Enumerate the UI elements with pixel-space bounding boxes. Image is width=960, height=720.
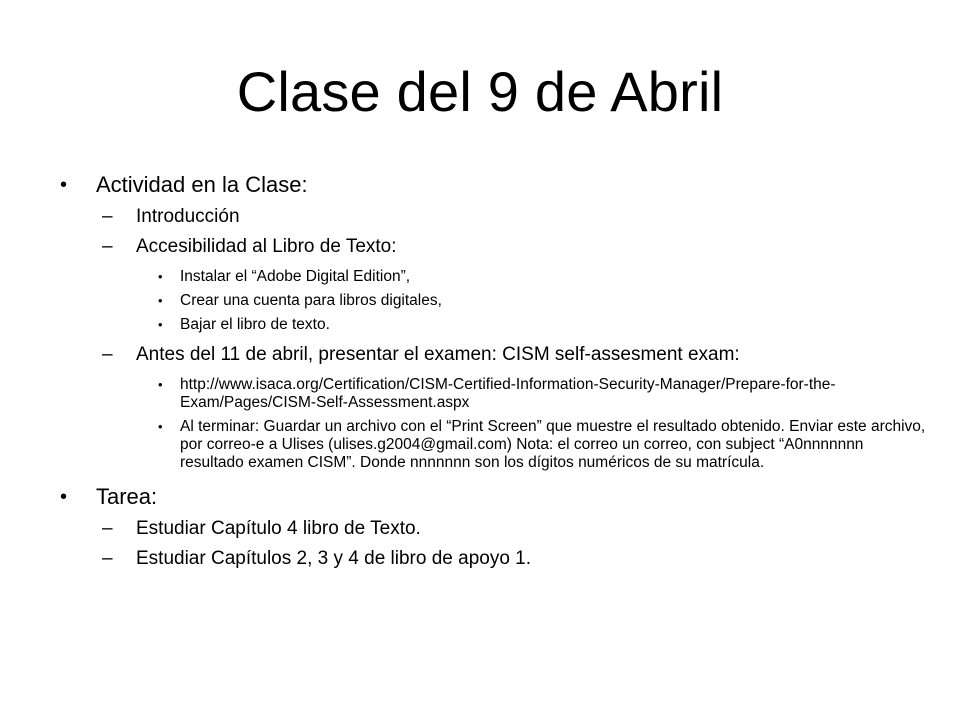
- dash-icon: –: [102, 518, 113, 539]
- dash-item-text: Accesibilidad al Libro de Texto:: [136, 236, 397, 257]
- dash-icon: –: [102, 236, 113, 257]
- dash-item-examen: [60, 340, 930, 370]
- bullet-icon: •: [158, 377, 163, 392]
- sub-bullet-url: [60, 376, 930, 412]
- bullet-icon: •: [60, 174, 68, 196]
- dash-icon: –: [102, 548, 113, 569]
- slide-content: [60, 168, 930, 574]
- bullet-icon: •: [158, 419, 163, 434]
- bullet-icon: •: [158, 317, 163, 332]
- bullet-text: Tarea:: [96, 484, 158, 509]
- dash-item-text: Estudiar Capítulo 4 libro de Texto.: [136, 518, 421, 539]
- bullet-icon: •: [60, 486, 68, 508]
- sub-bullet-bajar-libro: [60, 316, 930, 334]
- exam-link[interactable]: http://www.isaca.org/Certification/CISM-Certified-Information-Security-Manager/Prepare-for-the-Exam/Pages/CISM-Self-Assessment.aspx: [180, 376, 836, 411]
- sub-bullet-instalar: [60, 268, 930, 286]
- bullet-icon: •: [158, 293, 163, 308]
- dash-item-text: Antes del 11 de abril, presentar el examen: CISM self-assesment exam:: [136, 344, 740, 365]
- sub-bullet-text: Al terminar: Guardar un archivo con el “Print Screen” que muestre el resultado obtenido. Enviar este archivo, por correo-e a Ulises (ulises.g2004@gmail.com) Nota: el correo un correo, con subject “A0nnnnnnn resultado examen CISM”. Donde nnnnnnn son los dígitos numéricos de su matrícula.: [180, 418, 926, 471]
- sub-bullet-crear-cuenta: [60, 292, 930, 310]
- bullet-tarea: [60, 480, 930, 514]
- sub-bullet-text: Crear una cuenta para libros digitales,: [180, 292, 442, 309]
- dash-icon: –: [102, 206, 113, 227]
- sub-bullet-al-terminar: [60, 418, 930, 472]
- dash-item-text: Estudiar Capítulos 2, 3 y 4 de libro de apoyo 1.: [136, 548, 532, 569]
- dash-item-accesibilidad: [60, 232, 930, 262]
- bullet-icon: •: [158, 269, 163, 284]
- sub-bullet-text: Bajar el libro de texto.: [180, 316, 330, 333]
- slide-title: Clase del 9 de Abril: [236, 60, 724, 123]
- dash-icon: –: [102, 344, 113, 365]
- sub-bullet-text: Instalar el “Adobe Digital Edition”,: [180, 268, 411, 285]
- bullet-actividad: [60, 168, 930, 202]
- bullet-text: Actividad en la Clase:: [96, 172, 308, 197]
- dash-item-introduccion: [60, 202, 930, 232]
- dash-item-capitulos-apoyo: [60, 544, 930, 574]
- dash-item-text: Introducción: [136, 206, 240, 227]
- dash-item-capitulo-4: [60, 514, 930, 544]
